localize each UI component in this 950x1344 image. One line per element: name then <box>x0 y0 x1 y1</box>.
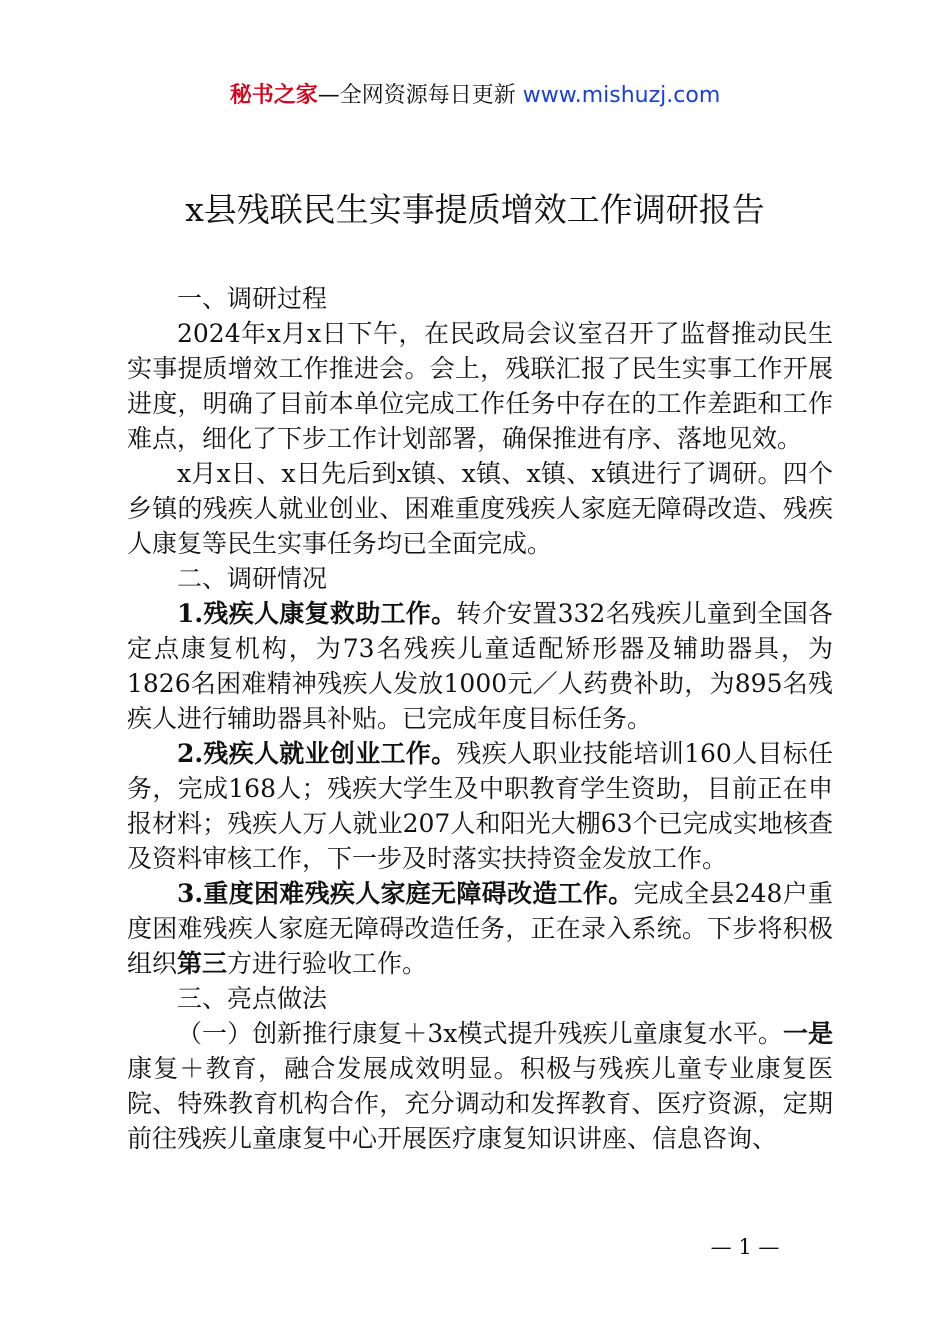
item-lead: 3.重度困难残疾人家庭无障碍改造工作。 <box>177 879 634 908</box>
paragraph <box>127 1016 833 1156</box>
paragraph <box>127 876 833 981</box>
banner-slogan: 全网资源每日更新 <box>339 83 516 108</box>
site-banner <box>0 80 950 112</box>
banner-dash: — <box>317 83 340 108</box>
item-bold: 第三 <box>177 949 228 978</box>
item-text: 完成全县248户重度困难残疾人家庭无障碍改造任务，正在录入系统。下步将积极组织 <box>127 879 833 978</box>
paragraph: x月x日、x日先后到x镇、x镇、x镇、x镇进行了调研。四个乡镇的残疾人就业创业、困难重度残疾人家庭无障碍改造、残疾人康复等民生实事任务均已全面完成。 <box>127 459 833 558</box>
item-text: 方进行验收工作。 <box>227 949 428 978</box>
banner-url-link[interactable]: www.mishuzj.com <box>522 83 721 108</box>
document-body <box>127 281 833 1156</box>
brand-name: 秘书之家 <box>229 83 318 108</box>
document-title: x县残联民生实事提质增效工作调研报告 <box>185 190 765 229</box>
section-heading-situation: 二、调研情况 <box>177 564 328 593</box>
item-text: （一）创新推行康复＋3x模式提升残疾儿童康复水平。 <box>177 1019 783 1048</box>
item-lead: 2.残疾人就业创业工作。 <box>177 739 457 768</box>
page-number: — 1 — <box>710 1235 780 1259</box>
item-bold: 一是 <box>782 1019 833 1048</box>
item-text: 康复＋教育，融合发展成效明显。积极与残疾儿童专业康复医院、特殊教育机构合作，充分调动和发挥教育、医疗资源，定期前往残疾儿童康复中心开展医疗康复知识讲座、信息咨询、 <box>127 1054 833 1153</box>
item-lead: 1.残疾人康复救助工作。 <box>177 599 457 628</box>
paragraph <box>127 596 833 736</box>
item-text: 转介安置332名残疾儿童到全国各定点康复机构，为73名残疾儿童适配矫形器及辅助器具，为1826名困难精神残疾人发放1000元／人药费补助，为895名残疾人进行辅助器具补贴。已完成年度目标任务。 <box>127 599 833 733</box>
item-text: 残疾人职业技能培训160人目标任务，完成168人；残疾大学生及中职教育学生资助，目前正在申报材料；残疾人万人就业207人和阳光大棚63个已完成实地核查及资料审核工作，下一步及时落实扶持资金发放工作。 <box>127 739 833 873</box>
section-heading-highlights: 三、亮点做法 <box>177 984 328 1013</box>
paragraph: 2024年x月x日下午，在民政局会议室召开了监督推动民生实事提质增效工作推进会。会上，残联汇报了民生实事工作开展进度，明确了目前本单位完成工作任务中存在的工作差距和工作难点，细化了下步工作计划部署，确保推进有序、落地见效。 <box>127 319 833 453</box>
paragraph <box>127 736 833 876</box>
section-heading-process: 一、调研过程 <box>177 284 328 313</box>
